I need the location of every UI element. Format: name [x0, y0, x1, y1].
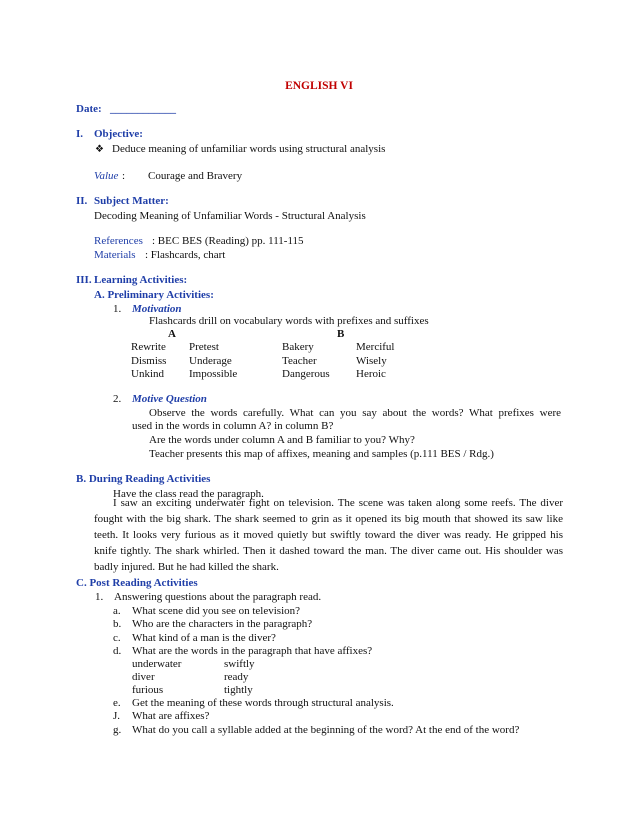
- activities-heading: Learning Activities:: [94, 274, 188, 286]
- during-line-1: Have the class read the paragraph.: [113, 488, 264, 500]
- post-item-text: Answering questions about the paragraph read.: [114, 591, 322, 603]
- materials-text: : Flashcards, chart: [145, 249, 226, 261]
- references-label: References: [94, 235, 143, 247]
- value-colon: :: [122, 170, 126, 182]
- question-letter: e.: [113, 697, 121, 709]
- motive-num: 2.: [113, 393, 122, 405]
- question-letter: b.: [113, 618, 122, 630]
- motive-heading: Motive Question: [132, 393, 207, 405]
- date-blank: ____________: [110, 103, 176, 115]
- question-letter: c.: [113, 632, 121, 644]
- motive-line-2: used in the words in column A? in column B?: [132, 420, 334, 432]
- during-heading: B. During Reading Activities: [76, 473, 211, 485]
- question-letter: a.: [113, 605, 121, 617]
- affix-word: underwater: [132, 658, 182, 670]
- table-cell: Bakery: [282, 341, 314, 353]
- subject-num: II.: [76, 195, 88, 207]
- date-label: Date:: [76, 103, 102, 115]
- table-cell: Underage: [189, 355, 232, 367]
- references-text: : BEC BES (Reading) pp. 111-115: [152, 235, 304, 247]
- table-cell: Unkind: [131, 368, 164, 380]
- table-cell: Wisely: [356, 355, 387, 367]
- motive-line-3: Are the words under column A and B familiar to you? Why?: [149, 434, 415, 446]
- objective-heading: Objective:: [94, 128, 143, 140]
- motivation-num: 1.: [113, 303, 122, 315]
- motive-line-4: Teacher presents this map of affixes, meaning and samples (p.111 BES / Rdg.): [149, 448, 494, 460]
- table-cell: Rewrite: [131, 341, 166, 353]
- affix-word: ready: [224, 671, 249, 683]
- post-item-num: 1.: [95, 591, 104, 603]
- affix-word: tightly: [224, 684, 253, 696]
- question-text: Who are the characters in the paragraph?: [132, 618, 313, 630]
- table-cell: Merciful: [356, 341, 395, 353]
- affix-word: swiftly: [224, 658, 255, 670]
- table-cell: Heroic: [356, 368, 386, 380]
- question-letter: J.: [113, 710, 121, 722]
- question-text: Get the meaning of these words through structural analysis.: [132, 697, 394, 709]
- activities-num: III.: [76, 274, 92, 286]
- affix-word: furious: [132, 684, 164, 696]
- post-heading: C. Post Reading Activities: [76, 577, 198, 589]
- question-text: What do you call a syllable added at the beginning of the word? At the end of the word?: [132, 724, 520, 736]
- materials-label: Materials: [94, 249, 136, 261]
- motivation-heading: Motivation: [132, 303, 182, 315]
- objective-text: Deduce meaning of unfamiliar words using structural analysis: [112, 143, 386, 155]
- table-cell: Dangerous: [282, 368, 330, 380]
- value-label: Value: [94, 170, 119, 182]
- question-text: What are the words in the paragraph that have affixes?: [132, 645, 373, 657]
- question-letter: d.: [113, 645, 122, 657]
- question-text: What are affixes?: [132, 710, 210, 722]
- value-text: Courage and Bravery: [148, 170, 243, 182]
- column-a-header: A: [168, 328, 176, 340]
- affix-word: diver: [132, 671, 155, 683]
- subject-heading: Subject Matter:: [94, 195, 169, 207]
- table-cell: Pretest: [189, 341, 219, 353]
- column-b-header: B: [337, 328, 345, 340]
- subject-text: Decoding Meaning of Unfamiliar Words - Structural Analysis: [94, 210, 366, 222]
- table-cell: Impossible: [189, 368, 238, 380]
- table-cell: Dismiss: [131, 355, 167, 367]
- bullet-icon: ❖: [95, 144, 104, 155]
- motivation-text: Flashcards drill on vocabulary words with prefixes and suffixes: [149, 315, 429, 327]
- table-cell: Teacher: [282, 355, 317, 367]
- question-text: What scene did you see on television?: [132, 605, 301, 617]
- page-title: ENGLISH VI: [285, 80, 353, 92]
- preliminary-heading: A. Preliminary Activities:: [94, 289, 214, 301]
- objective-num: I.: [76, 128, 84, 140]
- question-text: What kind of a man is the diver?: [132, 632, 276, 644]
- motive-line-1: Observe the words carefully. What can you say about the words? What prefixes were: [149, 407, 561, 419]
- question-letter: g.: [113, 724, 122, 736]
- reading-paragraph: I saw an exciting underwater fight on television. The scene was taken along some reefs. The diver fought with the big shark. The shark seemed to grin as it opened its big mouth that showed its saw like teeth. It looks very furious as it moved quietly but swiftly toward the diver was ready. He gripped his knife tightly. The shark whirled. Then it dashed toward the man. The diver came out. His shoulder was badly injured. But he had killed the shark.: [94, 497, 563, 573]
